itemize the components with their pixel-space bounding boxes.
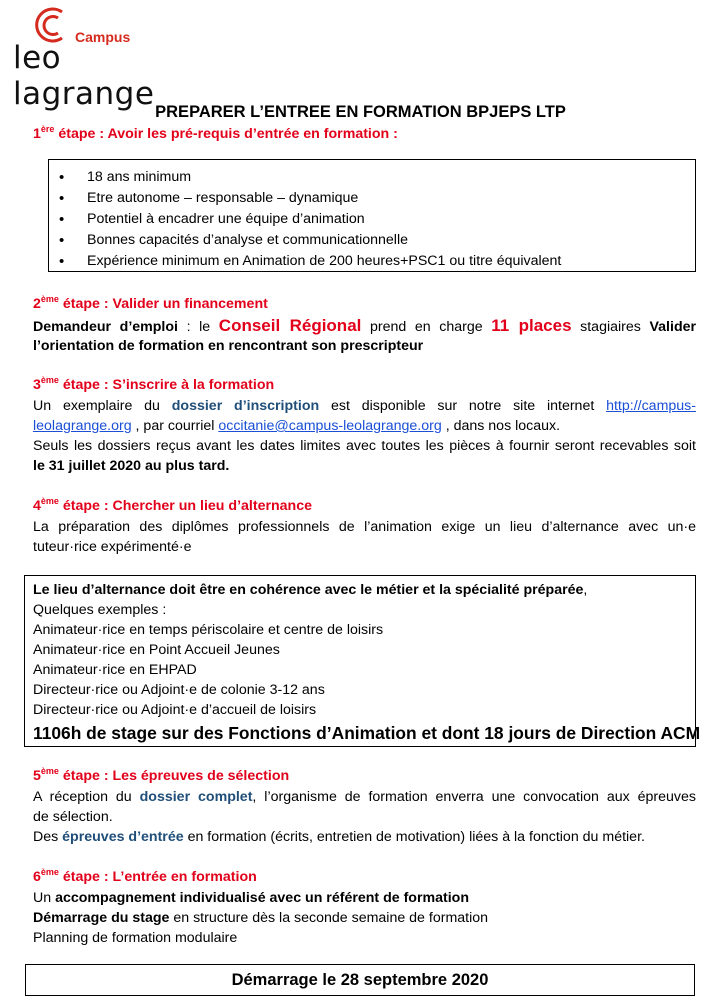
text-span: , dans nos locaux.: [441, 418, 561, 434]
prerequisites-list: [57, 167, 561, 272]
step2-line-2: l’orientation de formation en rencontrant son prescripteur: [33, 338, 424, 354]
list-item: Directeur·rice ou Adjoint·e d’accueil de loisirs: [33, 702, 317, 718]
step5-line-3: [33, 827, 696, 848]
step1-number: 1: [33, 126, 41, 142]
examples-intro: Quelques exemples :: [33, 602, 167, 618]
step6-label: étape : L’entrée en formation: [58, 869, 257, 885]
website-link-continued[interactable]: leolagrange.org: [33, 418, 132, 434]
start-date-box: Démarrage le 28 septembre 2020: [25, 964, 695, 996]
alternance-box: [24, 575, 701, 747]
individual-support-text: accompagnement individualisé avec un référent de formation: [55, 890, 469, 906]
registration-file-text: dossier d’inscription: [171, 398, 320, 414]
text-span: A réception du: [33, 789, 140, 805]
alternance-heading-text: Le lieu d’alternance doit être en cohérence avec le métier et la spécialité préparée: [33, 582, 584, 598]
website-link[interactable]: http://campus-: [606, 398, 696, 414]
list-item: Animateur·rice en EHPAD: [33, 662, 197, 678]
text-span: en formation (écrits, entretien de motivation) liées à la fonction du métier.: [183, 829, 645, 845]
step5-ordinal: ème: [40, 766, 59, 776]
step1-label: étape : Avoir les pré-requis d’entrée en formation :: [54, 126, 398, 142]
text-span: Un: [33, 890, 56, 906]
list-item: Animateur·rice en temps périscolaire et centre de loisirs: [33, 622, 384, 638]
step6-ordinal: ème: [40, 867, 59, 877]
step4-label: étape : Chercher un lieu d’alternance: [58, 498, 312, 514]
step5-heading: [33, 768, 289, 784]
step2-heading: [33, 296, 268, 312]
deadline-text: le 31 juillet 2020 au plus tard.: [33, 458, 230, 474]
step4-heading: [33, 498, 312, 514]
step4-ordinal: ème: [40, 496, 59, 506]
step6-line-2: [33, 908, 696, 929]
job-seeker-label: Demandeur d’emploi: [33, 319, 178, 335]
step4-number: 4: [33, 498, 41, 514]
step3-ordinal: ème: [40, 375, 59, 385]
step3-heading: [33, 377, 274, 393]
logo-campus-text: Campus: [75, 29, 131, 45]
step2-label: étape : Valider un financement: [58, 296, 268, 312]
step1-ordinal: ère: [40, 124, 55, 134]
list-item: • Potentiel à encadrer une équipe d’animation: [57, 209, 561, 230]
text-span: , l’organisme de formation enverra une convocation aux épreuves: [252, 789, 696, 805]
step3-number: 3: [33, 377, 41, 393]
list-item: Animateur·rice en Point Accueil Jeunes: [33, 642, 280, 658]
text-span: ,: [583, 582, 588, 598]
step3-label: étape : S’inscrire à la formation: [58, 377, 275, 393]
text-span: : le: [178, 319, 219, 335]
step6-line-3: Planning de formation modulaire: [33, 930, 238, 946]
list-item: Directeur·rice ou Adjoint·e de colonie 3-12 ans: [33, 682, 325, 698]
places-count-text: 11 places: [491, 316, 572, 335]
list-item: • Expérience minimum en Animation de 200 heures+PSC1 ou titre équivalent: [57, 251, 561, 272]
step6-number: 6: [33, 869, 41, 885]
step3-line-3: Seuls les dossiers reçus avant les dates limites avec toutes les pièces à fournir seront recevables soit: [33, 438, 696, 454]
page-title: PREPARER L’ENTREE EN FORMATION BPJEPS LTP: [155, 103, 566, 121]
list-item: • Etre autonome – responsable – dynamique: [57, 188, 561, 209]
text-span: stagiaires: [571, 319, 650, 335]
text-span: prend en charge: [361, 319, 492, 335]
step4-line-2: tuteur·rice expérimenté·e: [33, 539, 192, 555]
complete-file-text: dossier complet: [139, 789, 253, 805]
text-span: , par courriel: [131, 418, 219, 434]
step1-heading: [33, 126, 398, 142]
step4-line-1: La préparation des diplômes professionnels de l’animation exige un lieu d’alternance avec un·e: [33, 519, 696, 535]
prerequisites-box: [48, 159, 696, 272]
entrance-exams-text: épreuves d’entrée: [62, 829, 184, 845]
step3-line-2: [33, 416, 696, 437]
email-link[interactable]: occitanie@campus-leolagrange.org: [218, 418, 442, 434]
validate-text: Valider: [649, 319, 697, 335]
regional-council-text: Conseil Régional: [218, 316, 362, 335]
logo-name-text: leo lagrange: [13, 40, 155, 112]
step5-line-1: [33, 787, 696, 808]
step6-heading: [33, 869, 257, 885]
text-span: en structure dès la seconde semaine de formation: [169, 910, 489, 926]
list-item: • 18 ans minimum: [57, 167, 561, 188]
step3-line-1: [33, 396, 696, 417]
step2-number: 2: [33, 296, 41, 312]
step2-ordinal: ème: [40, 294, 59, 304]
text-span: Des: [33, 829, 63, 845]
alternance-heading: [33, 580, 587, 600]
step2-line-1: [33, 315, 696, 336]
list-item: • Bonnes capacités d’analyse et communicationnelle: [57, 230, 561, 251]
text-span: Un exemplaire du: [33, 398, 172, 414]
step5-line-2: de sélection.: [33, 809, 113, 825]
text-span: est disponible sur notre site internet: [319, 398, 607, 414]
campus-leo-lagrange-logo: [12, 6, 182, 112]
step6-line-1: [33, 888, 696, 909]
internship-hours-text: 1106h de stage sur des Fonctions d’Animation et dont 18 jours de Direction ACM: [33, 723, 701, 743]
internship-start-text: Démarrage du stage: [33, 910, 170, 926]
step5-number: 5: [33, 768, 41, 784]
step5-label: étape : Les épreuves de sélection: [58, 768, 290, 784]
